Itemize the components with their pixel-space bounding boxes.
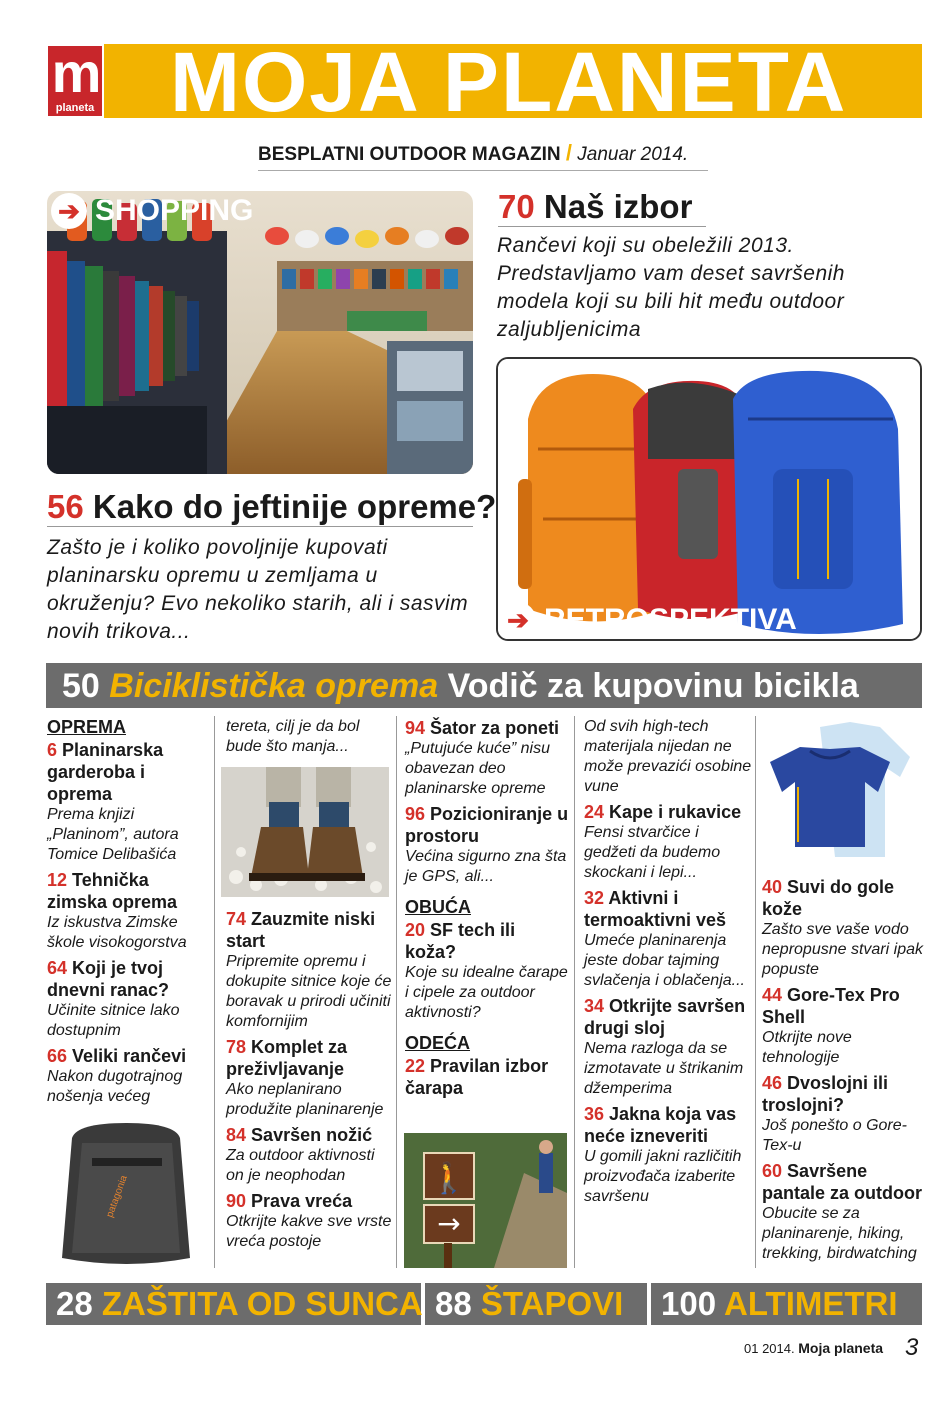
izbor-heading — [498, 188, 706, 227]
toc-item-page: 22 — [405, 1056, 426, 1076]
izbor-title: Naš izbor — [543, 188, 693, 225]
toc-item-description: Još ponešto o Gore-Tex-u — [762, 1117, 907, 1154]
toc-item-title — [405, 803, 570, 847]
toc-item-title — [584, 801, 754, 823]
column-4 — [584, 717, 754, 1211]
toc-item-description: Zašto sve vaše vodo nepropusne stvari ipak popuste — [762, 921, 923, 978]
toc-item-title — [226, 1190, 394, 1212]
backpacks-illustration — [498, 359, 920, 639]
toc-item-label: Otkrijte savršen drugi sloj — [584, 996, 746, 1038]
arrow-right-icon: ➔ — [51, 193, 87, 229]
toc-item-label: Planinarska garderoba i oprema — [47, 740, 164, 804]
toc-item-description: Za outdoor aktivnosti on je neophodan — [226, 1147, 375, 1184]
section-obuca: OBUĆA — [405, 897, 471, 917]
logo — [46, 41, 104, 118]
bottom-topic-number: 88 — [435, 1285, 472, 1322]
toc-item-label: Gore-Tex Pro Shell — [762, 985, 900, 1027]
bottom-topic-suncа — [46, 1283, 421, 1325]
bottom-topic-stapovi — [425, 1283, 647, 1325]
column-3-items-c — [405, 1055, 570, 1099]
bike-page-number: 50 — [62, 667, 100, 705]
bottom-topic-title: ZAŠTITA OD SUNCA — [101, 1285, 423, 1322]
column-3-items-a — [405, 717, 570, 887]
toc-item-description: Učinite sitnice lako dostupnim — [47, 1002, 180, 1039]
toc-item-title — [405, 1055, 570, 1099]
page-number: 3 — [905, 1334, 919, 1361]
subtitle-date: Januar 2014. — [577, 144, 689, 165]
footer-issue: 01 2014. — [744, 1341, 795, 1356]
toc-item-title — [584, 887, 754, 931]
shopping-tag-label: SHOPPING — [95, 194, 254, 227]
bike-title-highlight: Biciklistička oprema — [109, 667, 439, 705]
shopping-page-number: 56 — [47, 488, 84, 525]
column-2 — [226, 717, 394, 761]
section-oprema: OPREMA — [47, 717, 127, 737]
toc-item-title — [226, 908, 394, 952]
shopping-photo — [47, 191, 473, 474]
toc-item-page: 96 — [405, 804, 426, 824]
toc-item-label: Suvi do gole kože — [762, 877, 895, 919]
toc-item-title — [47, 869, 207, 913]
column-oprema — [47, 717, 207, 1111]
backpacks-photo — [496, 357, 922, 641]
logo-letter: m — [51, 41, 99, 104]
trail-illustration — [404, 1133, 567, 1268]
toc-item-title — [47, 739, 207, 805]
toc-item-label: Savršene pantale za outdoor — [762, 1161, 923, 1203]
toc-item-description: Obucite se za planinarenje, hiking, trekking, birdwatching — [762, 1205, 917, 1262]
toc-item-page: 34 — [584, 996, 605, 1016]
bottom-topic-altimetri — [651, 1283, 922, 1325]
footer — [744, 1340, 883, 1356]
toc-item-page: 32 — [584, 888, 605, 908]
toc-item-label: Šator za poneti — [430, 718, 560, 738]
column-divider — [574, 716, 575, 1268]
toc-item-page: 24 — [584, 802, 605, 822]
boots-photo — [221, 767, 389, 897]
toc-item-label: Savršen nožić — [251, 1125, 373, 1145]
toc-item-description: Iz iskustva Zimske škole visokogorstva — [47, 914, 187, 951]
bike-title: Vodič za kupovinu bicikla — [447, 667, 859, 705]
toc-item-label: Dvoslojni ili troslojni? — [762, 1073, 889, 1115]
shirts-image — [760, 717, 922, 865]
footer-magazine: Moja planeta — [798, 1340, 884, 1356]
toc-item-label: Komplet za preživljavanje — [226, 1037, 348, 1079]
toc-item-label: Kape i rukavice — [609, 802, 742, 822]
toc-item-page: 60 — [762, 1161, 783, 1181]
daypack-illustration — [52, 1118, 200, 1268]
toc-item-page: 64 — [47, 958, 68, 978]
toc-item-page: 90 — [226, 1191, 247, 1211]
column-4-items — [584, 801, 754, 1207]
toc-item-title — [762, 876, 924, 920]
toc-item-label: Jakna koja vas neće izneveriti — [584, 1104, 737, 1146]
svg-text:🚶: 🚶 — [430, 1161, 468, 1196]
toc-item-label: Pozicioniranje u prostoru — [405, 804, 569, 846]
shirts-illustration — [760, 717, 922, 865]
toc-item-page: 46 — [762, 1073, 783, 1093]
svg-text:→: → — [437, 1207, 461, 1240]
logo-text: planeta — [55, 102, 95, 114]
section-odeca: ODEĆA — [405, 1033, 471, 1053]
toc-item-label: Koji je tvoj dnevni ranac? — [47, 958, 170, 1000]
toc-item-title — [226, 1036, 394, 1080]
shopping-tag — [51, 193, 253, 229]
toc-item-page: 36 — [584, 1104, 605, 1124]
bike-section-heading — [62, 666, 859, 706]
column-3-items-b — [405, 919, 570, 1023]
izbor-page-number: 70 — [498, 188, 535, 225]
toc-item-description: Većina sigurno zna šta je GPS, ali... — [405, 848, 567, 885]
toc-item-description: „Putujuće kuće” nisu obavezan deo planinarske opreme — [405, 740, 550, 797]
toc-item-title — [405, 717, 570, 739]
masthead-subtitle — [258, 140, 708, 171]
toc-item-label: SF tech ili koža? — [405, 920, 516, 962]
toc-item-title — [405, 919, 570, 963]
shopping-heading — [47, 488, 497, 527]
toc-item-label: Veliki rančevi — [72, 1046, 187, 1066]
toc-item-page: 84 — [226, 1125, 247, 1145]
magazine-title: MOJA PLANETA — [170, 35, 848, 129]
retrospektiva-tag — [500, 602, 797, 638]
column-4-continued: Od svih high-tech materijala nijedan ne može prevazići osobine vune — [584, 718, 752, 795]
toc-item-description: Umeće planinarenja jeste dobar tajming svlačenja i oblačenja... — [584, 932, 745, 989]
toc-item-page: 74 — [226, 909, 247, 929]
toc-item-label: Zauzmite niski start — [226, 909, 376, 951]
bottom-topic-title: ALTIMETRI — [724, 1285, 898, 1322]
toc-item-title — [47, 957, 207, 1001]
column-2-items — [226, 908, 394, 1252]
toc-item-description: Nema razloga da se izmotavate u štrikanim džemperima — [584, 1040, 744, 1097]
toc-item-title — [47, 1045, 207, 1067]
bottom-topic-number: 28 — [56, 1285, 93, 1322]
column-2-continued: tereta, cilj je da bol bude što manja... — [226, 718, 360, 755]
column-divider — [755, 716, 756, 1268]
toc-item-description: Fensi stvarčice i gedžeti da budemo skockani i lepi... — [584, 824, 721, 881]
bottom-topic-number: 100 — [661, 1285, 717, 1322]
toc-item-page: 12 — [47, 870, 68, 890]
toc-item-page: 94 — [405, 718, 426, 738]
toc-item-title — [762, 1072, 924, 1116]
column-divider — [214, 716, 215, 1268]
toc-item-description: Prema knjizi „Planinom”, autora Tomice Delibašića — [47, 806, 179, 863]
store-interior-illustration — [47, 191, 473, 474]
toc-item-page: 44 — [762, 985, 783, 1005]
toc-item-title — [584, 1103, 754, 1147]
toc-item-description: U gomili jakni različitih proizvođača izaberite savršenu — [584, 1148, 742, 1205]
arrow-right-icon: ➔ — [500, 602, 536, 638]
toc-item-label: Prava vreća — [251, 1191, 353, 1211]
toc-item-description: Otkrijte kakve sve vrste vreća postoje — [226, 1213, 392, 1250]
toc-item-description: Otkrijte nove tehnologije — [762, 1029, 852, 1066]
bottom-topic-title: ŠTAPOVI — [480, 1285, 624, 1322]
column-5 — [762, 876, 924, 1268]
toc-item-description: Pripremite opremu i dokupite sitnice koje će boravak u prirodi učiniti komfornijim — [226, 953, 392, 1030]
toc-item-label: Tehnička zimska oprema — [47, 870, 178, 912]
toc-item-title — [584, 995, 754, 1039]
toc-item-title — [762, 1160, 924, 1204]
retrospektiva-tag-label: RETROSPEKTIVA — [544, 603, 797, 636]
toc-item-label: Pravilan izbor čarapa — [405, 1056, 549, 1098]
toc-item-page: 78 — [226, 1037, 247, 1057]
column-5-items — [762, 876, 924, 1264]
toc-item-description: Nakon dugotrajnog nošenja većeg — [47, 1068, 183, 1105]
column-divider — [396, 716, 397, 1268]
toc-item-title — [226, 1124, 394, 1146]
column-3 — [405, 717, 570, 1099]
column-2-items-wrap — [226, 908, 394, 1256]
boots-illustration — [221, 767, 389, 897]
toc-item-description: Koje su idealne čarape i cipele za outdoor aktivnosti? — [405, 964, 568, 1021]
column-oprema-items — [47, 739, 207, 1107]
shopping-title: Kako do jeftinije opreme? — [92, 488, 497, 525]
toc-item-page: 20 — [405, 920, 426, 940]
toc-item-page: 40 — [762, 877, 783, 897]
izbor-description: Rančevi koji su obeležili 2013. Predstavljamo vam deset savršenih modela koji su bili hit među outdoor zaljubljenicima — [497, 234, 845, 341]
toc-item-page: 6 — [47, 740, 58, 760]
subtitle-slash: / — [565, 140, 572, 165]
daypack-image — [52, 1118, 200, 1268]
toc-item-page: 66 — [47, 1046, 68, 1066]
trail-photo — [404, 1133, 567, 1268]
subtitle-main: BESPLATNI OUTDOOR MAGAZIN — [258, 144, 561, 165]
toc-item-description: Ako neplanirano produžite planinarenje — [226, 1081, 384, 1118]
toc-item-title — [762, 984, 924, 1028]
toc-item-label: Aktivni i termoaktivni veš — [584, 888, 727, 930]
shopping-description: Zašto je i koliko povoljnije kupovati planinarsku opremu u zemljama u okruženju? Evo nekoliko starih, ali i sasvim novih trikova... — [47, 536, 469, 643]
svg-text:patagonia: patagonia — [104, 1173, 130, 1220]
